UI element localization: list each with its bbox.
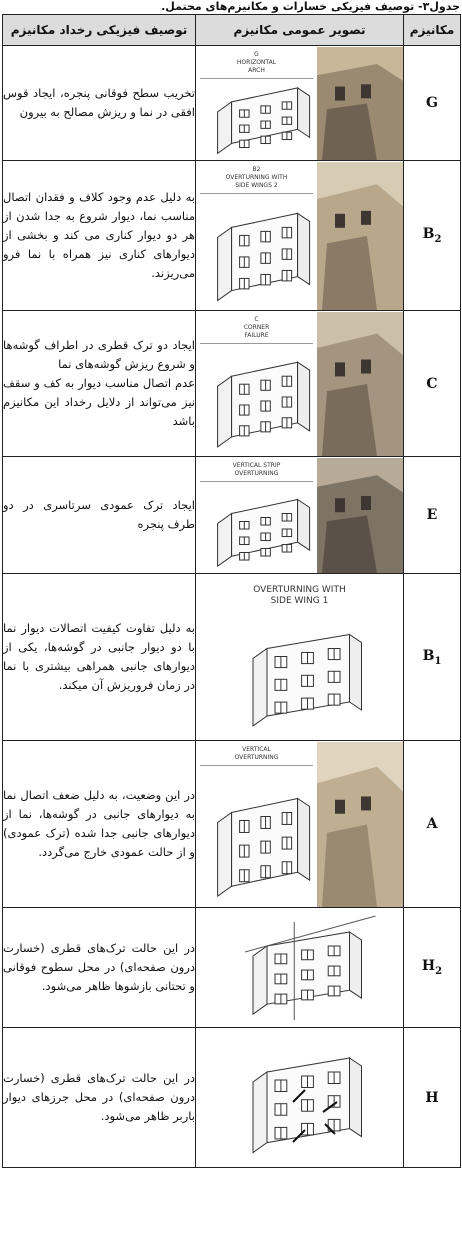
damage-photo bbox=[317, 312, 403, 456]
mechanism-description bbox=[3, 311, 196, 457]
mechanism-image bbox=[196, 46, 404, 161]
diagram-label: C CORNER FAILURE bbox=[200, 316, 313, 344]
mechanism-diagram bbox=[196, 909, 403, 1027]
mechanism-description bbox=[3, 1028, 196, 1168]
mechanism-image bbox=[196, 1028, 404, 1168]
mechanism-letter: B bbox=[422, 226, 435, 243]
description-text: به دلیل تفاوت کیفیت اتصالات دیوار نما با دو دیوار جانبی در گوشه‌ها، یکی از دیوارهای جانبی همراهی بیشتری با نما در زمان فروریزش آن میکند. bbox=[3, 621, 195, 692]
mechanism-image bbox=[196, 457, 404, 574]
mechanism-code bbox=[404, 46, 461, 161]
mechanism-code bbox=[404, 1028, 461, 1168]
diagram-label: VERTICAL OVERTURNING bbox=[200, 746, 313, 766]
description-text: ایجاد ترک عمودی سرتاسری در دو طرف پنجره bbox=[3, 498, 195, 531]
header-mechanism: مکانیزم bbox=[404, 15, 461, 46]
damage-photo bbox=[317, 742, 403, 907]
description-text: در این حالت ترک‌های قطری (خسارت درون صفحه‌ای) در محل سطوح فوقانی و تحتانی بازشوها ظاهر می‌شود. bbox=[3, 941, 195, 993]
table-caption: جدول۳- توصیف فیزیکی خسارات و مکانیزم‌های محتمل. bbox=[161, 0, 460, 13]
table-row bbox=[3, 908, 461, 1028]
description-text: ایجاد دو ترک قطری در اطراف گوشه‌ها و شروع ریزش گوشه‌های نما عدم اتصال مناسب دیوار به کف و سقف نیز می‌تواند از دلایل رخداد این مکانیزم باشد bbox=[3, 338, 195, 428]
mechanism-image bbox=[196, 161, 404, 311]
table-row bbox=[3, 574, 461, 741]
mechanism-letter: G bbox=[426, 95, 438, 111]
mechanism-code bbox=[404, 574, 461, 741]
mechanism-letter: H bbox=[421, 958, 436, 975]
mechanism-diagram bbox=[196, 742, 317, 907]
mechanism-image bbox=[196, 908, 404, 1028]
mechanism-description bbox=[3, 574, 196, 741]
header-image: تصویر عمومی مکانیزم bbox=[196, 15, 404, 46]
mechanism-code bbox=[404, 457, 461, 574]
description-text: به دلیل عدم وجود کلاف و فقدان اتصال مناسب نما، دیوار شروع به جدا شدن از هر دو دیوار کناری می کند و بخشی از دیوارهای کناری نیز همراه با نما فرو می‌ریزند. bbox=[3, 190, 195, 280]
table-row bbox=[3, 1028, 461, 1168]
header-row bbox=[3, 15, 461, 46]
mechanism-description bbox=[3, 46, 196, 161]
header-description: توصیف فیزیکی رخداد مکانیزم bbox=[3, 15, 196, 46]
diagram-label: OVERTURNING WITH 1 SIDE WING bbox=[253, 584, 346, 606]
mechanism-description bbox=[3, 161, 196, 311]
description-text: تخریب سطح فوقانی پنجره، ایجاد قوس افقی در نما و ریزش مصالح به بیرون bbox=[3, 86, 195, 119]
mechanism-subscript: 1 bbox=[434, 655, 442, 667]
damage-photo bbox=[317, 47, 403, 160]
description-text: در این حالت ترک‌های قطری (خسارت درون صفحه‌ای) در محل جرزهای دیوار باربر ظاهر می‌شود. bbox=[3, 1071, 195, 1123]
table-row bbox=[3, 741, 461, 908]
mechanism-letter: C bbox=[426, 375, 438, 392]
mechanism-table bbox=[2, 14, 461, 1168]
mechanism-subscript: 2 bbox=[434, 233, 442, 245]
mechanism-diagram bbox=[196, 312, 317, 456]
mechanism-description bbox=[3, 741, 196, 908]
mechanism-letter: A bbox=[426, 816, 438, 832]
mechanism-code bbox=[404, 311, 461, 457]
mechanism-diagram bbox=[196, 575, 403, 740]
mechanism-diagram bbox=[196, 47, 317, 160]
mechanism-diagram bbox=[196, 162, 317, 310]
table-row bbox=[3, 311, 461, 457]
table-row bbox=[3, 457, 461, 574]
damage-photo bbox=[317, 162, 403, 310]
mechanism-image bbox=[196, 741, 404, 908]
mechanism-code bbox=[404, 908, 461, 1028]
mechanism-code bbox=[404, 161, 461, 311]
diagram-label: VERTICAL STRIP OVERTURNING bbox=[200, 462, 313, 482]
mechanism-description bbox=[3, 908, 196, 1028]
mechanism-subscript: 2 bbox=[435, 965, 443, 977]
mechanism-description bbox=[3, 457, 196, 574]
table-row bbox=[3, 46, 461, 161]
damage-photo bbox=[317, 458, 403, 573]
diagram-label: G HORIZONTAL ARCH bbox=[200, 51, 313, 79]
diagram-label: B2 OVERTURNING WITH 2 SIDE WINGS bbox=[200, 166, 313, 194]
mechanism-code bbox=[404, 741, 461, 908]
mechanism-letter: H bbox=[425, 1089, 439, 1106]
table-row bbox=[3, 161, 461, 311]
mechanism-image bbox=[196, 574, 404, 741]
description-text: در این وضعیت، به دلیل ضعف اتصال نما به دیوارهای جانبی در گوشه‌ها، نما از دیوارهای جانبی جدا شده (ترک عمودی) و از حالت عمودی خارج می‌گردد. bbox=[3, 788, 195, 859]
mechanism-letter: E bbox=[426, 507, 438, 523]
mechanism-diagram bbox=[196, 1029, 403, 1167]
mechanism-letter: B bbox=[422, 647, 435, 664]
mechanism-image bbox=[196, 311, 404, 457]
mechanism-diagram bbox=[196, 458, 317, 573]
